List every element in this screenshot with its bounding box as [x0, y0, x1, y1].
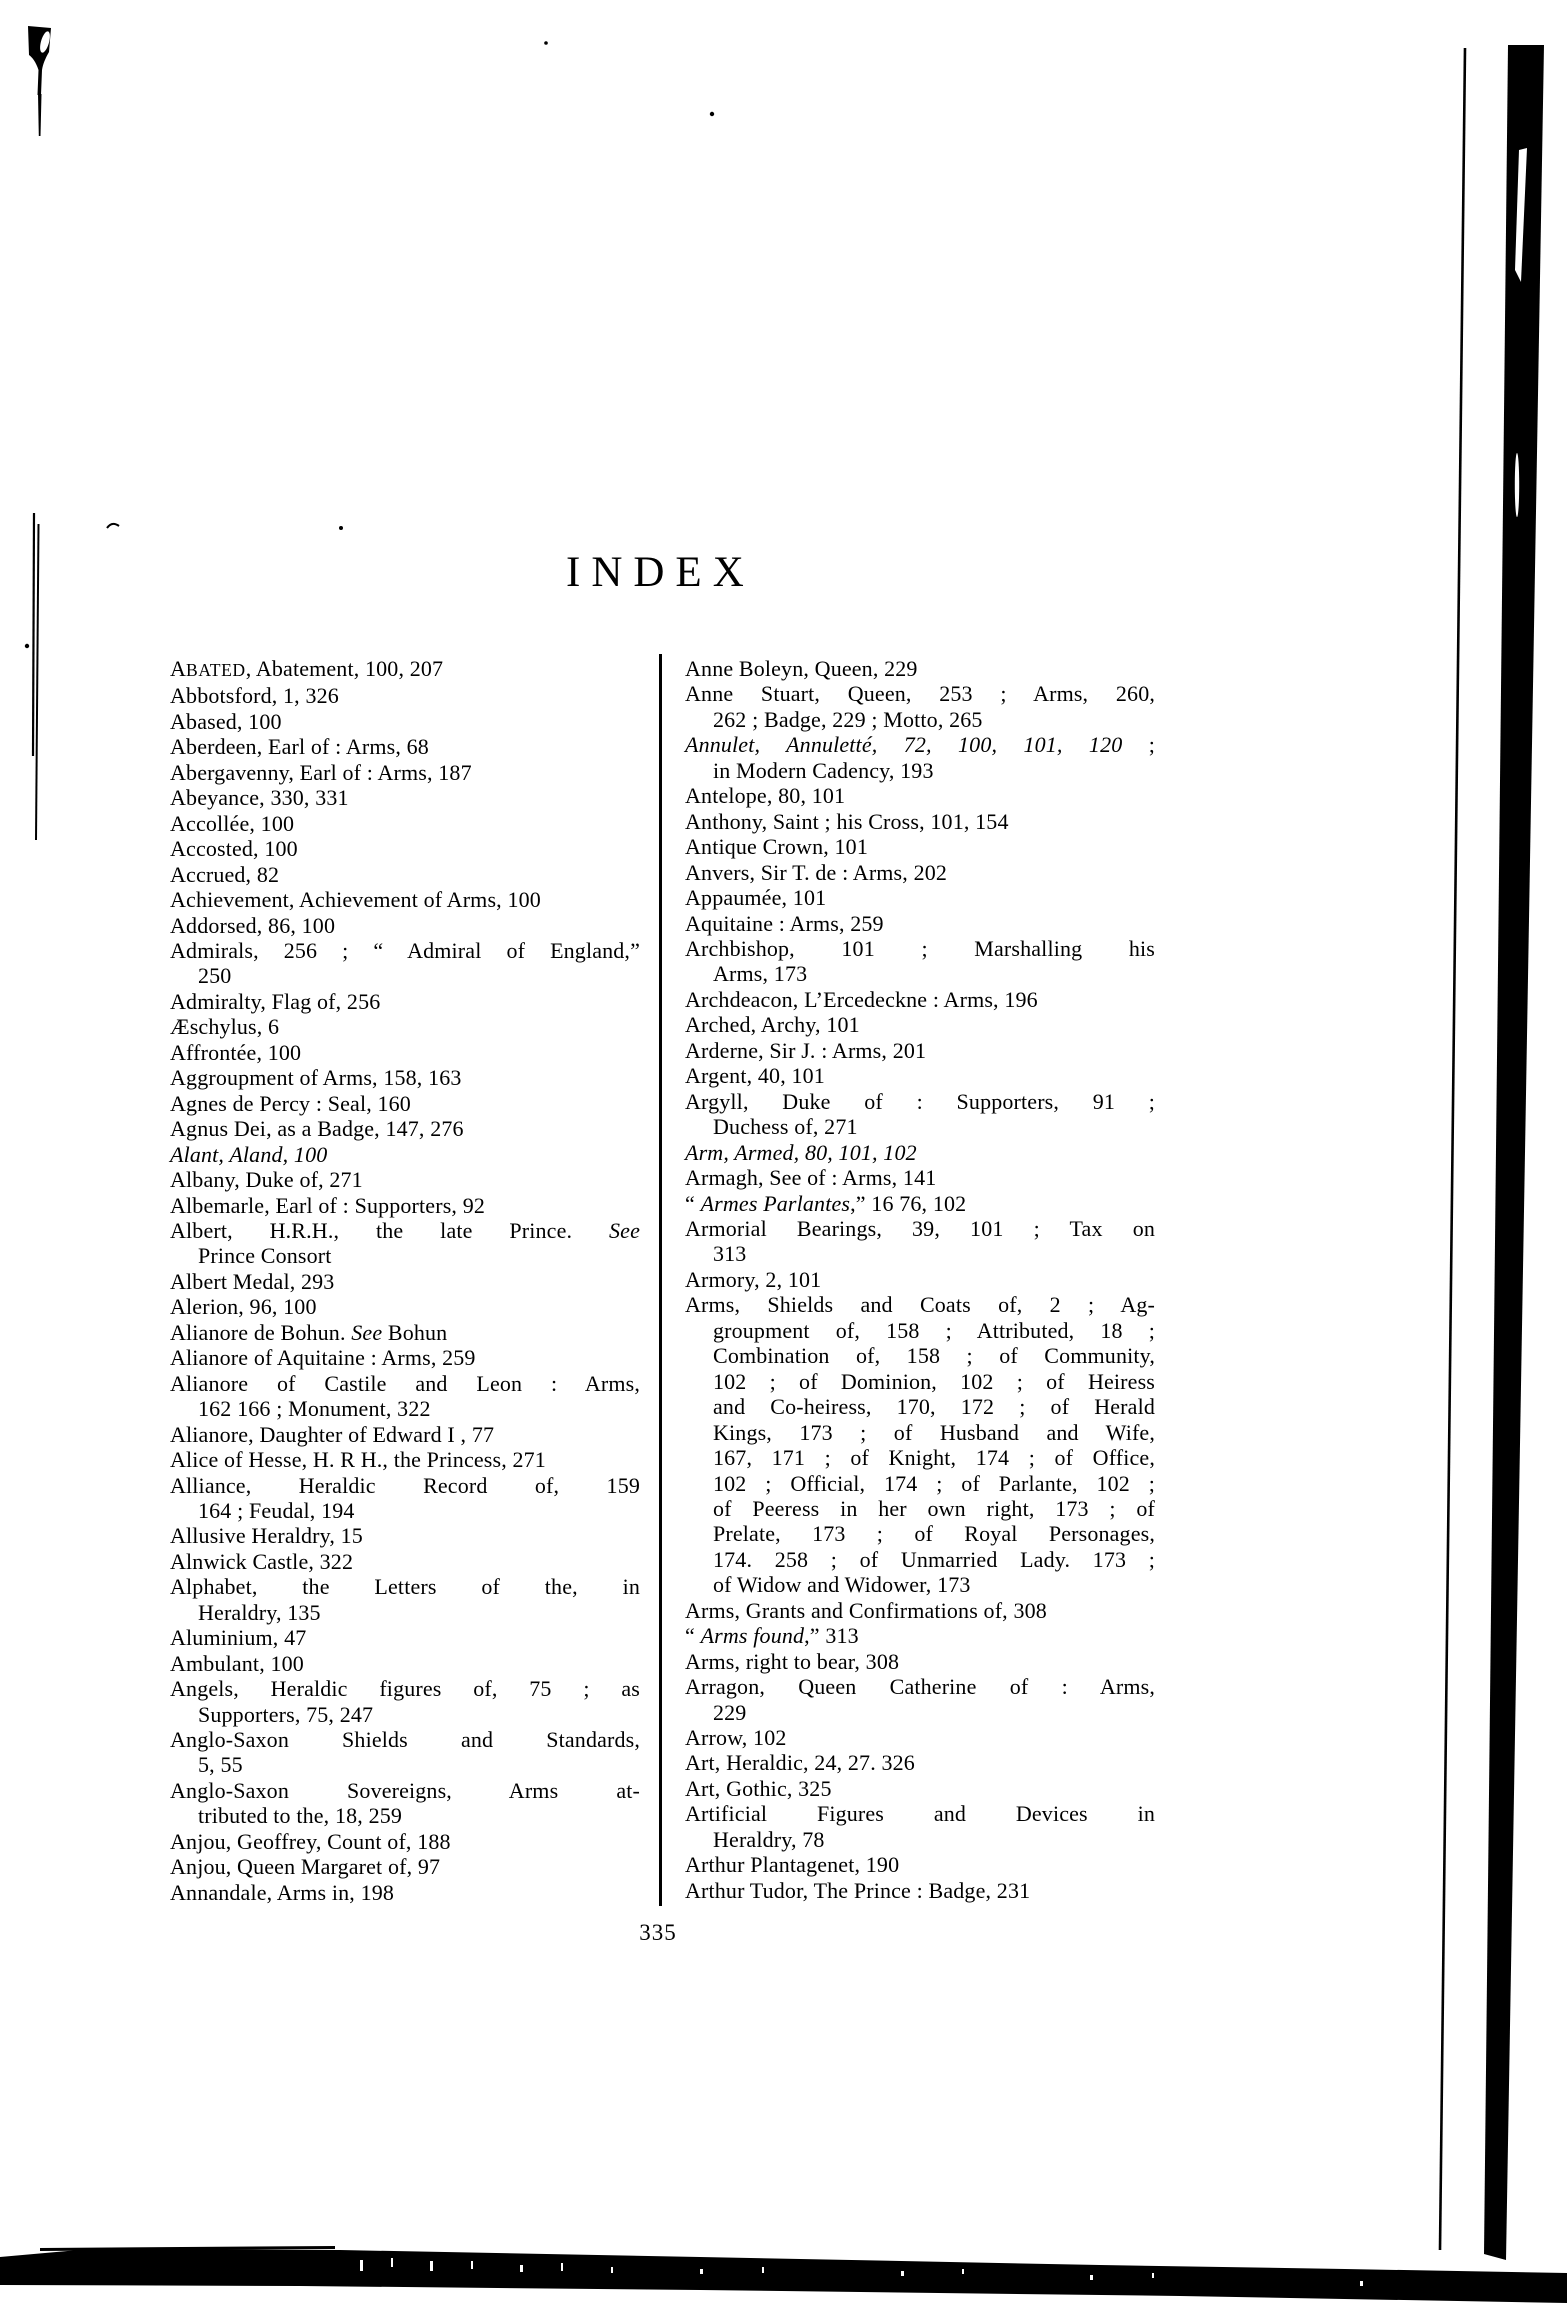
index-line: Arms, right to bear, 308 [685, 1648, 900, 1674]
index-line: Affrontée, 100 [170, 1039, 302, 1065]
index-line: Abbotsford, 1, 326 [170, 683, 339, 709]
index-line: 102 ; Official, 174 ; of Parlante, 102 ; [713, 1470, 1155, 1496]
index-entry [685, 1216, 1155, 1267]
index-entry [685, 809, 1155, 834]
index-entry [170, 1473, 640, 1524]
index-line: Arthur Tudor, The Prince : Badge, 231 [685, 1877, 1031, 1903]
index-entry [170, 862, 640, 887]
index-line: Archbishop, 101 ; Marshalling his [685, 935, 1155, 961]
index-line: Aquitaine : Arms, 259 [685, 910, 884, 936]
margin-crease-lines-left [25, 513, 39, 840]
index-entry [685, 681, 1155, 732]
index-line: Albemarle, Earl of : Supporters, 92 [170, 1192, 486, 1218]
index-entry [170, 656, 640, 683]
index-line: Addorsed, 86, 100 [170, 912, 336, 938]
index-entry [685, 1165, 1155, 1190]
index-line: Anjou, Geoffrey, Count of, 188 [170, 1828, 451, 1854]
index-line: 313 [713, 1241, 747, 1267]
index-line: Supporters, 75, 247 [198, 1701, 374, 1727]
index-line: Abeyance, 330, 331 [170, 785, 349, 811]
index-line: ABATED, Abatement, 100, 207 [170, 656, 444, 681]
index-line: Abergavenny, Earl of : Arms, 187 [170, 759, 472, 785]
index-entry [170, 1116, 640, 1141]
index-line: 164 ; Feudal, 194 [198, 1497, 355, 1523]
ink-specks [107, 41, 714, 530]
index-line: Aberdeen, Earl of : Arms, 68 [170, 734, 429, 760]
index-entry [170, 1193, 640, 1218]
column-divider-rule [659, 654, 662, 1906]
index-line: of Peeress in her own right, 173 ; of [713, 1495, 1155, 1521]
index-entry [170, 709, 640, 734]
index-line: Art, Heraldic, 24, 27. 326 [685, 1750, 915, 1776]
index-entry [685, 1674, 1155, 1725]
index-entry [170, 1651, 640, 1676]
index-line: Annandale, Arms in, 198 [170, 1879, 395, 1905]
index-line: Arderne, Sir J. : Arms, 201 [685, 1037, 927, 1063]
index-entry [685, 1649, 1155, 1674]
index-line: Antique Crown, 101 [685, 834, 868, 860]
index-line: 5, 55 [198, 1752, 243, 1778]
index-entry [685, 860, 1155, 885]
index-entry [170, 1422, 640, 1447]
index-entry [685, 1750, 1155, 1775]
index-entry [170, 1345, 640, 1370]
index-line: Arragon, Queen Catherine of : Arms, [685, 1674, 1155, 1700]
index-entry [685, 1191, 1155, 1216]
index-line: Ambulant, 100 [170, 1650, 304, 1676]
index-entry [170, 1880, 640, 1905]
index-entry [685, 656, 1155, 681]
index-line: Albert Medal, 293 [170, 1268, 335, 1294]
index-entry [170, 1829, 640, 1854]
index-line: Alnwick Castle, 322 [170, 1548, 354, 1574]
index-line: of Widow and Widower, 173 [713, 1572, 971, 1598]
index-entry [685, 1292, 1155, 1597]
index-line: Aluminium, 47 [170, 1625, 307, 1651]
index-entry [685, 936, 1155, 987]
index-entry [170, 1371, 640, 1422]
index-line: Albany, Duke of, 271 [170, 1167, 363, 1193]
index-entry [685, 1801, 1155, 1852]
page-edge-band-bottom [0, 2246, 1567, 2303]
index-line: Appaumée, 101 [685, 885, 827, 911]
page-title: INDEX [566, 549, 755, 596]
index-line: Armorial Bearings, 39, 101 ; Tax on [685, 1215, 1155, 1241]
index-entry [170, 1574, 640, 1625]
index-line: Achievement, Achievement of Arms, 100 [170, 887, 541, 913]
index-line: 162 166 ; Monument, 322 [198, 1396, 431, 1422]
index-entry [685, 732, 1155, 783]
index-line: Argent, 40, 101 [685, 1063, 825, 1089]
index-line: Armory, 2, 101 [685, 1266, 822, 1292]
index-line: Anthony, Saint ; his Cross, 101, 154 [685, 808, 1009, 834]
index-entry [170, 1854, 640, 1879]
index-entry [685, 1878, 1155, 1903]
index-entry [170, 1294, 640, 1319]
index-line: tributed to the, 18, 259 [198, 1803, 403, 1829]
page-number: 335 [639, 1920, 677, 1945]
index-line: Aggroupment of Arms, 158, 163 [170, 1065, 462, 1091]
index-entry [170, 1447, 640, 1472]
index-entry [685, 1598, 1155, 1623]
index-entry [170, 938, 640, 989]
index-line: Heraldry, 78 [713, 1826, 825, 1852]
index-line: Anne Boleyn, Queen, 229 [685, 656, 918, 681]
index-line: Art, Gothic, 325 [685, 1775, 832, 1801]
index-line: Anglo-Saxon Shields and Standards, [170, 1727, 640, 1753]
index-line: 167, 171 ; of Knight, 174 ; of Office, [713, 1445, 1155, 1471]
index-entry [170, 760, 640, 785]
index-line: Arms, Shields and Coats of, 2 ; Ag- [685, 1292, 1155, 1318]
index-line: Æschylus, 6 [170, 1014, 280, 1040]
index-line: “ Arms found,” 313 [685, 1623, 859, 1649]
index-line: in Modern Cadency, 193 [713, 757, 934, 783]
index-line: Armagh, See of : Arms, 141 [685, 1165, 937, 1191]
index-entry [170, 1014, 640, 1039]
index-line: Arms, Grants and Confirmations of, 308 [685, 1597, 1047, 1623]
index-entry [170, 1142, 640, 1167]
index-entry [170, 811, 640, 836]
index-entry [170, 913, 640, 938]
index-entry [685, 1725, 1155, 1750]
index-line: Angels, Heraldic figures of, 75 ; as [170, 1676, 640, 1702]
index-entry [685, 1776, 1155, 1801]
index-line: Albert, H.R.H., the late Prince. See [170, 1217, 640, 1243]
index-entry [685, 1267, 1155, 1292]
index-line: Allusive Heraldry, 15 [170, 1523, 363, 1549]
index-line: Accrued, 82 [170, 861, 280, 887]
index-line: Kings, 173 ; of Husband and Wife, [713, 1419, 1155, 1445]
index-entry [685, 834, 1155, 859]
index-entry [685, 1089, 1155, 1140]
ink-blob-top-left [28, 26, 52, 136]
index-line: Duchess of, 271 [713, 1114, 858, 1140]
index-line: Alliance, Heraldic Record of, 159 [170, 1472, 640, 1498]
index-entry [170, 1091, 640, 1116]
index-entry [685, 1012, 1155, 1037]
index-line: Anjou, Queen Margaret of, 97 [170, 1854, 441, 1880]
index-line: Arms, 173 [713, 961, 808, 987]
index-entry [685, 1140, 1155, 1165]
index-line: 250 [198, 963, 232, 989]
index-entry [170, 1218, 640, 1269]
index-entry [685, 1038, 1155, 1063]
index-entry [685, 1623, 1155, 1648]
index-entry [685, 1852, 1155, 1877]
index-entry [170, 1040, 640, 1065]
index-entry [170, 1778, 640, 1829]
index-line: Alianore of Aquitaine : Arms, 259 [170, 1345, 476, 1371]
index-entry [685, 1063, 1155, 1088]
index-line: Anvers, Sir T. de : Arms, 202 [685, 859, 948, 885]
index-line: Alerion, 96, 100 [170, 1294, 317, 1320]
index-line: 262 ; Badge, 229 ; Motto, 265 [713, 706, 983, 732]
index-line: Antelope, 80, 101 [685, 783, 846, 809]
index-line: Alianore of Castile and Leon : Arms, [170, 1370, 640, 1396]
index-line: Alphabet, the Letters of the, in [170, 1574, 640, 1600]
index-line: Alice of Hesse, H. R H., the Princess, 271 [170, 1447, 546, 1473]
index-line: and Co-heiress, 170, 172 ; of Herald [713, 1394, 1155, 1420]
page-edge-bar-right [1484, 45, 1544, 2260]
index-line: Arm, Armed, 80, 101, 102 [685, 1139, 917, 1165]
index-entry [170, 1065, 640, 1090]
index-entry [170, 1320, 640, 1345]
index-line: Accosted, 100 [170, 836, 298, 862]
index-entry [170, 989, 640, 1014]
index-entry [170, 1676, 640, 1727]
index-line: Archdeacon, L’Ercedeckne : Arms, 196 [685, 986, 1038, 1012]
index-line: Alianore, Daughter of Edward I , 77 [170, 1421, 495, 1447]
index-line: Alant, Aland, 100 [170, 1141, 328, 1167]
index-line: Prelate, 173 ; of Royal Personages, [713, 1521, 1155, 1547]
page-edge-thin-line-right [1440, 48, 1465, 2250]
index-line: Anne Stuart, Queen, 253 ; Arms, 260, [685, 681, 1155, 707]
index-line: 102 ; of Dominion, 102 ; of Heiress [713, 1368, 1155, 1394]
index-entry [685, 783, 1155, 808]
index-line: Accollée, 100 [170, 810, 295, 836]
index-line: “ Armes Parlantes,” 16 76, 102 [685, 1190, 967, 1216]
index-line: Arched, Archy, 101 [685, 1012, 860, 1038]
index-line: Admirals, 256 ; “ Admiral of England,” [170, 937, 640, 963]
index-line: Alianore de Bohun. See Bohun [170, 1319, 448, 1345]
index-entry [170, 1523, 640, 1548]
index-line: Anglo-Saxon Sovereigns, Arms at- [170, 1777, 640, 1803]
index-entry [685, 987, 1155, 1012]
index-line: groupment of, 158 ; Attributed, 18 ; [713, 1317, 1155, 1343]
index-line: Abased, 100 [170, 708, 282, 734]
index-line: Artificial Figures and Devices in [685, 1801, 1155, 1827]
index-line: Annulet, Annuletté, 72, 100, 101, 120 ; [685, 732, 1155, 758]
index-line: Agnus Dei, as a Badge, 147, 276 [170, 1116, 464, 1142]
index-entry [170, 887, 640, 912]
index-column-left [170, 656, 640, 1905]
index-entry [170, 683, 640, 708]
index-line: 229 [713, 1699, 747, 1725]
index-entry [170, 1269, 640, 1294]
index-line: Combination of, 158 ; of Community, [713, 1343, 1155, 1369]
index-line: Prince Consort [198, 1243, 332, 1269]
index-line: Heraldry, 135 [198, 1599, 321, 1625]
index-entry [170, 734, 640, 759]
index-line: Admiralty, Flag of, 256 [170, 988, 381, 1014]
index-entry [170, 836, 640, 861]
index-entry [170, 1549, 640, 1574]
index-column-right [685, 656, 1155, 1903]
index-line: Agnes de Percy : Seal, 160 [170, 1090, 411, 1116]
index-entry [170, 1167, 640, 1192]
index-entry [685, 911, 1155, 936]
index-entry [170, 785, 640, 810]
index-entry [170, 1727, 640, 1778]
index-line: Arrow, 102 [685, 1725, 787, 1751]
index-line: 174. 258 ; of Unmarried Lady. 173 ; [713, 1546, 1155, 1572]
index-line: Arthur Plantagenet, 190 [685, 1852, 900, 1878]
index-entry [170, 1625, 640, 1650]
index-line: Argyll, Duke of : Supporters, 91 ; [685, 1088, 1155, 1114]
index-entry [685, 885, 1155, 910]
